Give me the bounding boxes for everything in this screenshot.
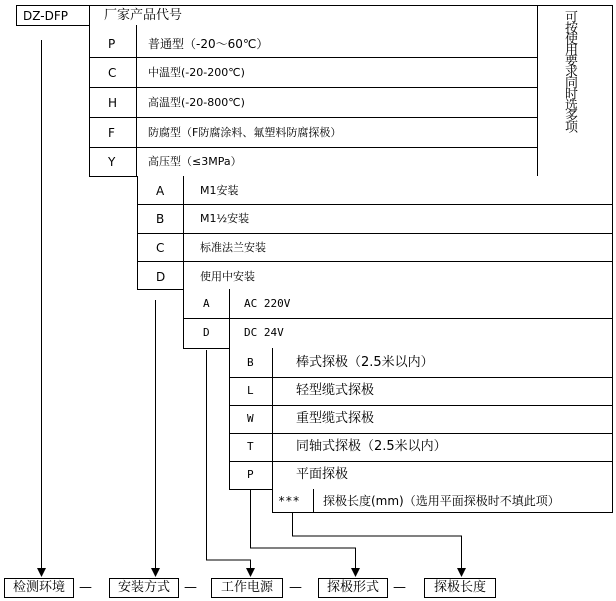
- power-label: DC 24V: [244, 326, 284, 339]
- product-type-label: 高温型(-20-800℃): [148, 96, 245, 109]
- title-box: [89, 5, 538, 26]
- legend-probe-type: 探极形式: [318, 578, 388, 598]
- product-type-code: Y: [108, 155, 116, 169]
- probe-type-label: 轻型缆式探极: [296, 383, 375, 398]
- model-code: DZ-DFP: [23, 9, 68, 23]
- power-label: AC 220V: [244, 297, 291, 310]
- probe-type-code: L: [247, 384, 254, 397]
- legend-separator: —: [289, 580, 302, 595]
- probe-type-code: P: [247, 468, 254, 481]
- probe-type-label: 平面探极: [296, 467, 349, 482]
- power-code: A: [203, 297, 210, 310]
- product-type-code: P: [108, 37, 116, 51]
- install-label: 使用中安装: [200, 270, 255, 283]
- arrow-probe-type: [351, 568, 360, 577]
- product-type-code: H: [108, 96, 118, 110]
- install-label: M1安装: [200, 184, 239, 197]
- arrow-power: [246, 568, 255, 577]
- install-code: B: [156, 212, 165, 226]
- product-type-code: C: [108, 66, 117, 80]
- probe-type-label: 棒式探极（2.5米以内）: [296, 355, 434, 370]
- product-type-label: 普通型（-20～60℃）: [148, 37, 269, 51]
- legend-env: 检测环境: [4, 578, 74, 598]
- product-type-code: F: [108, 126, 115, 140]
- arrow-install: [151, 568, 160, 577]
- product-type-label: 高压型（≤3MPa）: [148, 155, 242, 168]
- probe-length-code: ***: [278, 494, 300, 508]
- power-code: D: [203, 326, 210, 339]
- install-label: 标准法兰安装: [200, 241, 266, 254]
- product-type-label: 防腐型（F防腐涂料、氟塑料防腐探极）: [148, 126, 342, 139]
- install-code: A: [156, 184, 165, 198]
- side-note: 可按使用要求同时选多项: [562, 10, 577, 131]
- install-label: M1½安装: [200, 212, 250, 225]
- legend-separator: —: [184, 580, 197, 595]
- probe-type-label: 重型缆式探极: [296, 411, 375, 426]
- probe-type-code: T: [247, 440, 254, 453]
- legend-install: 安装方式: [109, 578, 179, 598]
- arrow-env: [37, 568, 46, 577]
- model-code-box: [16, 5, 90, 26]
- connector-probe-length: [293, 512, 462, 570]
- install-code: C: [156, 241, 165, 255]
- legend-power: 工作电源: [211, 578, 283, 598]
- title: 厂家产品代号: [104, 8, 183, 23]
- product-type-label: 中温型(-20-200℃): [148, 66, 245, 79]
- probe-type-code: B: [247, 356, 254, 369]
- legend-separator: —: [79, 580, 92, 595]
- side-note-box: [537, 5, 613, 177]
- legend-probe-length: 探极长度: [424, 578, 496, 598]
- legend-separator: —: [393, 580, 406, 595]
- probe-type-code: W: [247, 412, 254, 425]
- install-code: D: [156, 270, 166, 284]
- arrow-probe-length: [457, 568, 466, 577]
- probe-length-label: 探极长度(mm)（选用平面探极时不填此项）: [323, 494, 560, 508]
- probe-type-label: 同轴式探极（2.5米以内）: [296, 439, 447, 454]
